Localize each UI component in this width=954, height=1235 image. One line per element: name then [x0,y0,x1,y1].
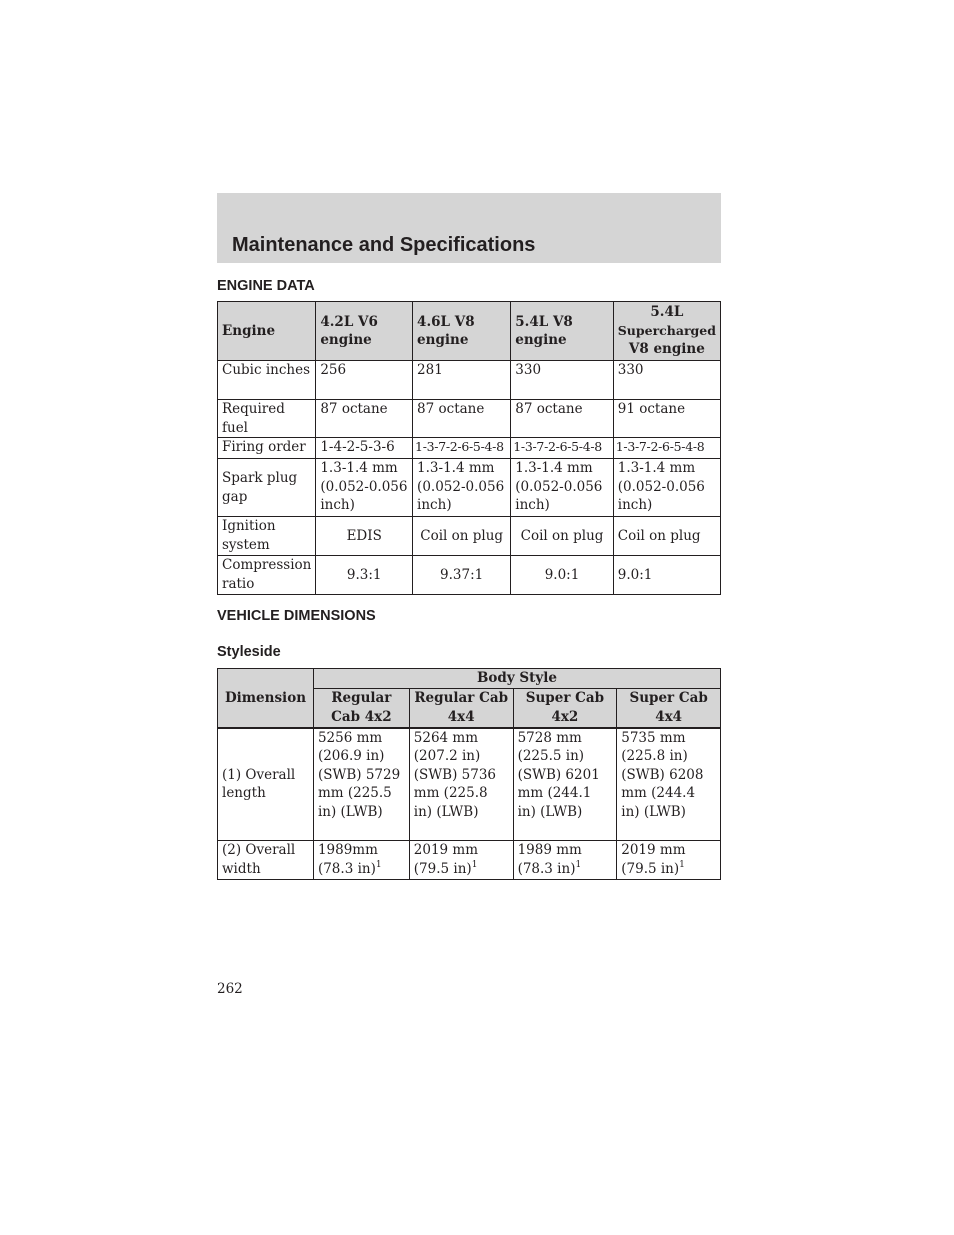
table-row [218,400,721,438]
engine-data-table [217,301,721,595]
table-cell: 91 octane [613,400,720,438]
table-cell: 1-3-7-2-6-5-4-8 [613,438,720,459]
table-row [218,459,721,517]
dimensions-header-row [218,669,721,689]
table-cell: 9.0:1 [511,556,613,595]
row-label-compression-ratio: Compression ratio [218,556,316,595]
col-super-cab-4x2: Super Cab 4x2 [513,689,617,728]
page-title: Maintenance and Specifications [232,234,536,256]
table-cell: 1-3-7-2-6-5-4-8 [511,438,613,459]
table-row [218,728,721,841]
table-cell: 281 [413,361,511,400]
table-cell: 2019 mm (79.5 in)$^1$ [617,841,721,880]
footnote-marker: 1 [471,859,478,870]
table-cell: Coil on plug [511,517,613,556]
table-cell: 87 octane [316,400,413,438]
header-band [217,193,721,263]
table-cell: 330 [613,361,720,400]
table-cell: 1.3-1.4 mm (0.052-0.056 inch) [613,459,720,517]
table-row [218,517,721,556]
table-row [218,361,721,400]
table-cell: 9.37:1 [413,556,511,595]
row-label-required-fuel: Required fuel [218,400,316,438]
engine-col-5-4l-supercharged: 5.4L Supercharged V8 engine [613,302,720,361]
table-cell: 1-3-7-2-6-5-4-8 [413,438,511,459]
row-label-cubic-inches: Cubic inches [218,361,316,400]
row-label-firing-order: Firing order [218,438,316,459]
table-cell: 5264 mm (207.2 in) (SWB) 5736 mm (225.8 in) (LWB) [409,728,513,841]
table-cell: EDIS [316,517,413,556]
table-cell: 2019 mm (79.5 in)$^1$ [409,841,513,880]
row-label-ignition-system: Ignition system [218,517,316,556]
col-regular-cab-4x4: Regular Cab 4x4 [409,689,513,728]
table-cell: 256 [316,361,413,400]
body-style-header: Body Style [313,669,720,689]
engine-data-heading: ENGINE DATA [217,278,315,294]
page-number: 262 [217,981,243,997]
footnote-marker: 1 [375,859,382,870]
row-label-overall-width: (2) Overall width [218,841,314,880]
table-cell: 87 octane [511,400,613,438]
table-cell: 330 [511,361,613,400]
table-row [218,841,721,880]
table-cell: 9.0:1 [613,556,720,595]
table-cell: 1.3-1.4 mm (0.052-0.056 inch) [511,459,613,517]
table-row [218,438,721,459]
engine-header-row [218,302,721,361]
engine-col-header: Engine [218,302,316,361]
footnote-marker: 1 [679,859,685,870]
table-cell: 87 octane [413,400,511,438]
table-cell: 5256 mm (206.9 in) (SWB) 5729 mm (225.5 in) (LWB) [313,728,409,841]
table-cell: 1.3-1.4 mm (0.052-0.056 inch) [316,459,413,517]
styleside-subheading: Styleside [217,644,281,660]
table-cell: 1989mm (78.3 in)$^1$ [313,841,409,880]
table-cell: Coil on plug [613,517,720,556]
engine-col-4-2l-v6: 4.2L V6 engine [316,302,413,361]
table-cell: Coil on plug [413,517,511,556]
table-row [218,556,721,595]
dimension-col-header: Dimension [218,669,314,728]
row-label-spark-plug-gap: Spark plug gap [218,459,316,517]
table-cell: 5735 mm (225.8 in) (SWB) 6208 mm (244.4 in) (LWB) [617,728,721,841]
engine-col-5-4l-v8: 5.4L V8 engine [511,302,613,361]
col-regular-cab-4x2: Regular Cab 4x2 [313,689,409,728]
table-cell: 1-4-2-5-3-6 [316,438,413,459]
col-super-cab-4x4: Super Cab 4x4 [617,689,721,728]
table-cell: 1.3-1.4 mm (0.052-0.056 inch) [413,459,511,517]
vehicle-dimensions-heading: VEHICLE DIMENSIONS [217,608,376,624]
table-cell: 9.3:1 [316,556,413,595]
table-cell: 5728 mm (225.5 in) (SWB) 6201 mm (244.1 in) (LWB) [513,728,617,841]
row-label-overall-length: (1) Overall length [218,728,314,841]
vehicle-dimensions-table [217,668,721,880]
engine-col-4-6l-v8: 4.6L V8 engine [413,302,511,361]
footnote-marker: 1 [575,859,582,870]
table-cell: 1989 mm (78.3 in)$^1$ [513,841,617,880]
